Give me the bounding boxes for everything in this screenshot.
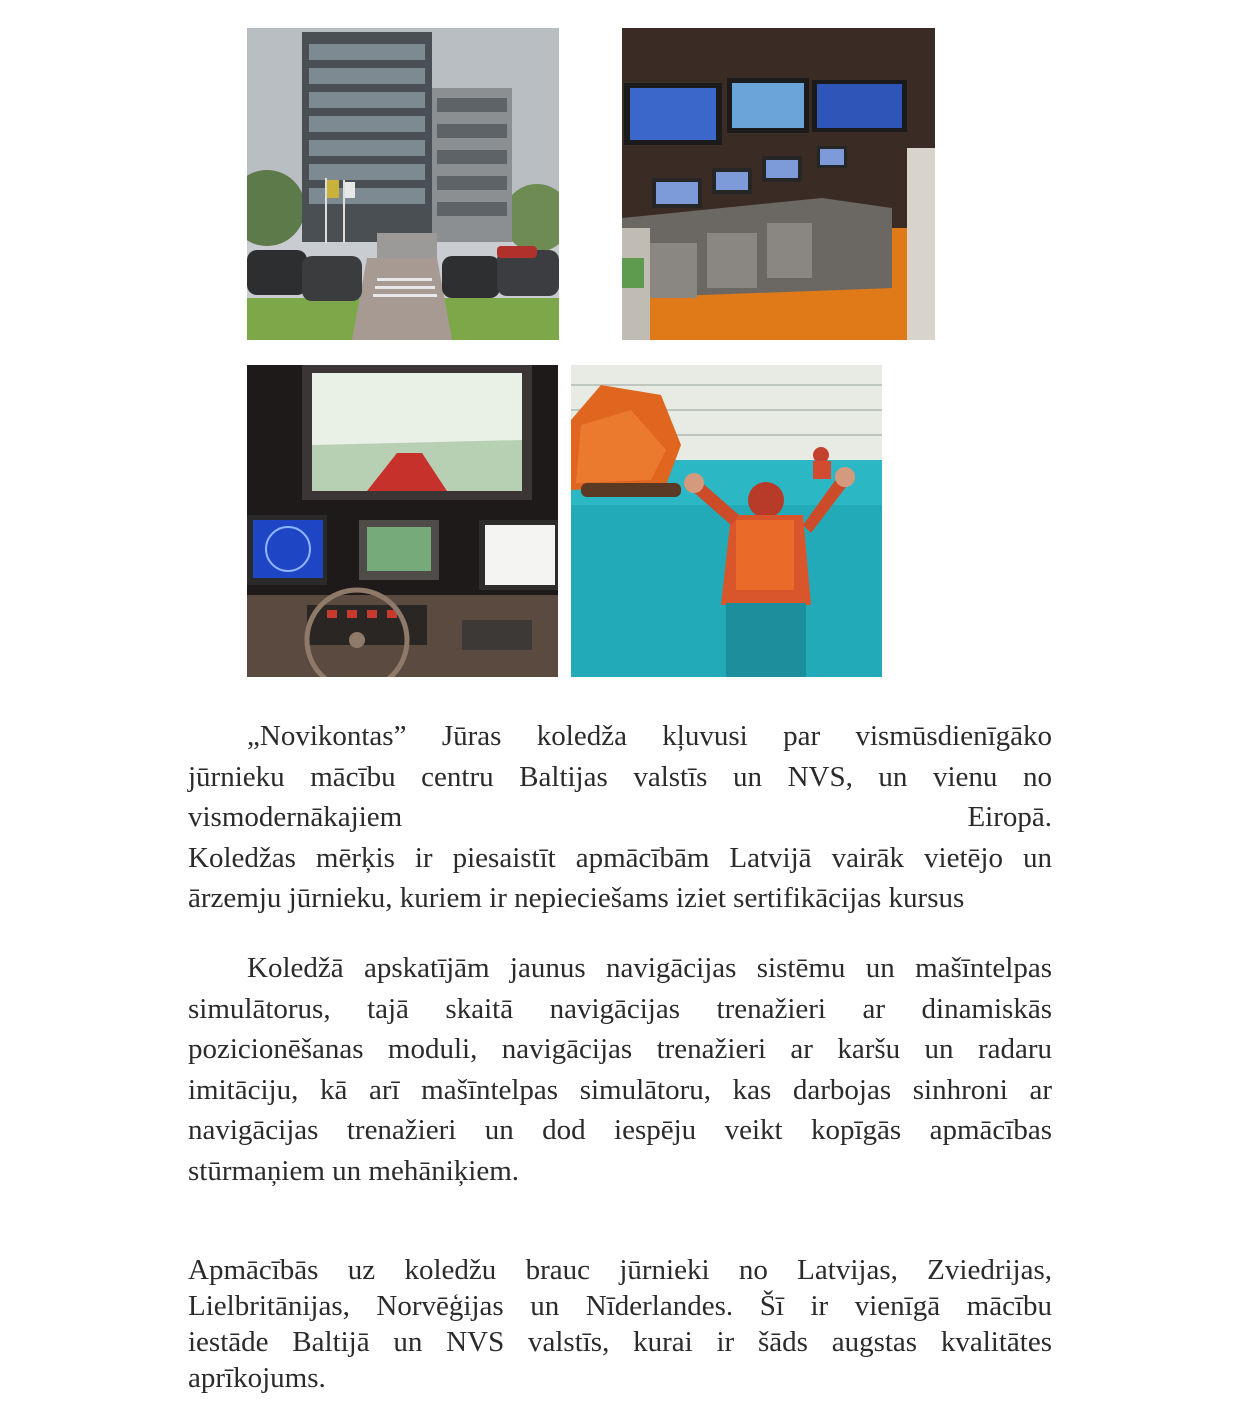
text-line: jūrnieku mācību centru Baltijas valstīs un NVS, un vienu no: [188, 760, 1052, 793]
text-line: imitāciju, kā arī mašīntelpas simulātoru, kas darbojas sinhroni ar: [188, 1073, 1052, 1106]
text-line: simulātorus, tajā skaitā navigācijas trenažieri ar dinamiskās: [188, 992, 1052, 1025]
photo-survival-pool: [571, 365, 882, 677]
text-line: Koledžā apskatījām jaunus navigācijas sistēmu un mašīntelpas: [247, 952, 1052, 984]
text-line: stūrmaņiem un mehāniķiem.: [188, 1154, 520, 1187]
paragraph-trainees: [188, 1252, 1052, 1396]
text-line: navigācijas trenažieri un dod iespēju veikt kopīgās apmācības: [188, 1114, 1052, 1146]
photo-bridge-simulator: [247, 365, 558, 677]
text-line: pozicionēšanas moduli, navigācijas trenažieri ar karšu un radaru: [188, 1033, 1052, 1065]
text-line: iestāde Baltijā un NVS valstīs, kurai ir šāds augstas kvalitātes: [188, 1326, 1052, 1358]
text-line: ārzemju jūrnieku, kuriem ir nepieciešams iziet sertifikācijas kursus: [188, 882, 965, 914]
text-fragment: Eiropā.: [967, 801, 1052, 833]
text-line: „Novikontas” Jūras koledža kļuvusi par vismūsdienīgāko: [247, 720, 1052, 752]
text-fragment: vismodernākajiem: [188, 801, 403, 833]
photo-building: [247, 28, 559, 340]
paragraph-simulators: [188, 948, 1052, 1191]
text-line: Lielbritānijas, Norvēģijas un Nīderlandes. Šī ir vienīgā mācību: [188, 1290, 1052, 1322]
text-line: aprīkojums.: [188, 1362, 326, 1394]
text-line: Koledžas mērķis ir piesaistīt apmācībām Latvijā vairāk vietējo un: [188, 841, 1052, 874]
paragraph-intro: [188, 716, 1052, 919]
text-line: Apmācībās uz koledžu brauc jūrnieki no Latvijas, Zviedrijas,: [188, 1254, 1052, 1286]
text-line: [188, 797, 1052, 838]
photo-simulator-room: [622, 28, 935, 340]
